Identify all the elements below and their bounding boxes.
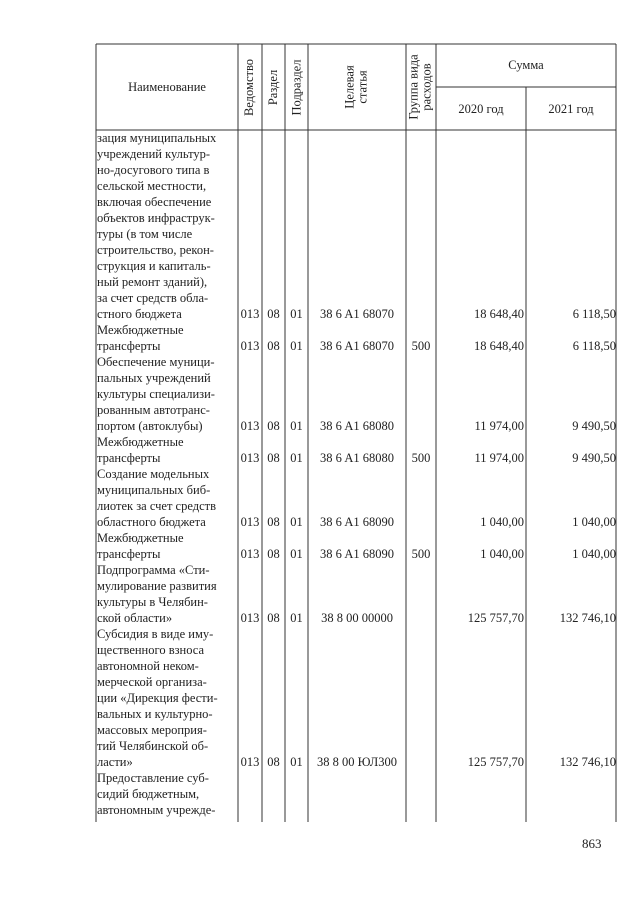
cell-name-line: включая обеспечение: [97, 195, 212, 209]
cell-target: 38 6 A1 68080: [320, 451, 394, 465]
cell-section: 08: [267, 307, 280, 321]
cell-dept: 013: [240, 307, 260, 321]
cell-sum-2021: 1 040,00: [572, 547, 616, 561]
cell-name-line: зация муниципальных: [97, 131, 217, 145]
cell-section: 08: [267, 611, 280, 625]
cell-dept: 013: [240, 547, 260, 561]
cell-name-line: муниципальных биб-: [97, 483, 211, 497]
cell-name-line: Субсидия в виде иму-: [97, 627, 214, 641]
cell-section: 08: [267, 339, 280, 353]
cell-name-line: сидий бюджетным,: [97, 787, 200, 801]
cell-dept: 013: [240, 451, 260, 465]
header-sum: Сумма: [508, 58, 544, 72]
cell-subsection: 01: [290, 419, 303, 433]
cell-name: [97, 354, 235, 434]
header-name: Наименование: [128, 80, 206, 94]
cell-section: 08: [267, 755, 280, 769]
cell-name: [97, 562, 235, 626]
cell-name-line: щественного взноса: [97, 643, 205, 657]
cell-name-line: культуры специализи-: [97, 387, 215, 401]
cell-name-line: тий Челябинской об-: [97, 739, 209, 753]
cell-group: 500: [411, 339, 431, 353]
cell-name-line: туры (в том числе: [97, 227, 193, 241]
cell-subsection: 01: [290, 451, 303, 465]
cell-sum-2020: 125 757,70: [467, 611, 524, 625]
header-2021: 2021 год: [548, 102, 594, 116]
cell-sum-2020: 11 974,00: [474, 419, 524, 433]
cell-name: [97, 770, 235, 818]
cell-subsection: 01: [290, 339, 303, 353]
cell-name-line: вальных и культурно-: [97, 707, 213, 721]
cell-name-line: стного бюджета: [97, 307, 182, 321]
cell-name-line: за счет средств обла-: [97, 291, 209, 305]
cell-sum-2021: 9 490,50: [572, 419, 616, 433]
header-section: Раздел: [266, 69, 281, 105]
cell-sum-2020: 18 648,40: [474, 339, 524, 353]
cell-target: 38 6 A1 68070: [320, 307, 394, 321]
cell-name-line: сельской местности,: [97, 179, 207, 193]
cell-group: 500: [411, 547, 431, 561]
cell-name-line: мулирование развития: [97, 579, 217, 593]
header-dept: Ведомство: [242, 58, 257, 116]
cell-name-line: мерческой организа-: [97, 675, 207, 689]
cell-name-line: трансферты: [97, 547, 161, 561]
cell-target: 38 6 A1 68090: [320, 515, 394, 529]
cell-name: [97, 626, 235, 770]
cell-name-line: Обеспечение муници-: [97, 355, 215, 369]
cell-name-line: струкция и капиталь-: [97, 259, 211, 273]
cell-name-line: культуры в Челябин-: [97, 595, 208, 609]
cell-dept: 013: [240, 755, 260, 769]
cell-name-line: областного бюджета: [97, 515, 206, 529]
cell-name-line: ласти»: [97, 755, 133, 769]
cell-name-line: Межбюджетные: [97, 323, 184, 337]
page-number: 863: [582, 836, 602, 851]
cell-name-line: пальных учреждений: [97, 371, 211, 385]
cell-name-line: ской области»: [97, 611, 173, 625]
cell-sum-2021: 6 118,50: [572, 307, 616, 321]
cell-name-line: портом (автоклубы): [97, 419, 203, 433]
cell-section: 08: [267, 547, 280, 561]
cell-name-line: Подпрограмма «Сти-: [97, 563, 210, 577]
cell-target: 38 6 A1 68070: [320, 339, 394, 353]
cell-dept: 013: [240, 515, 260, 529]
cell-target: 38 6 A1 68080: [320, 419, 394, 433]
cell-name-line: но-досугового типа в: [97, 163, 210, 177]
cell-sum-2021: 6 118,50: [572, 339, 616, 353]
cell-dept: 013: [240, 611, 260, 625]
header-2020: 2020 год: [458, 102, 504, 116]
cell-sum-2020: 1 040,00: [480, 547, 524, 561]
cell-name: [97, 130, 235, 322]
cell-group: 500: [411, 451, 431, 465]
cell-name: [97, 530, 235, 562]
cell-dept: 013: [240, 419, 260, 433]
cell-sum-2021: 132 746,10: [559, 755, 616, 769]
header-target: Целевая статья: [343, 65, 370, 109]
cell-name-line: автономной неком-: [97, 659, 199, 673]
cell-section: 08: [267, 451, 280, 465]
cell-name-line: Создание модельных: [97, 467, 210, 481]
cell-name-line: ный ремонт зданий),: [97, 275, 208, 289]
cell-section: 08: [267, 515, 280, 529]
cell-name-line: массовых мероприя-: [97, 723, 207, 737]
cell-name-line: строительство, рекон-: [97, 243, 214, 257]
cell-sum-2021: 132 746,10: [559, 611, 616, 625]
cell-name-line: трансферты: [97, 339, 161, 353]
cell-name-line: Межбюджетные: [97, 435, 184, 449]
cell-section: 08: [267, 419, 280, 433]
cell-sum-2020: 18 648,40: [474, 307, 524, 321]
cell-name-line: трансферты: [97, 451, 161, 465]
cell-name-line: объектов инфраструк-: [97, 211, 215, 225]
cell-name-line: учреждений культур-: [97, 147, 211, 161]
cell-name-line: рованным автотранс-: [97, 403, 210, 417]
cell-subsection: 01: [290, 755, 303, 769]
cell-sum-2020: 1 040,00: [480, 515, 524, 529]
cell-name-line: автономным учрежде-: [97, 803, 216, 817]
cell-name-line: Межбюджетные: [97, 531, 184, 545]
header-subsection: Подраздел: [289, 59, 303, 115]
cell-name: [97, 434, 235, 466]
cell-name-line: ции «Дирекция фести-: [97, 691, 218, 705]
cell-name-line: Предоставление суб-: [97, 771, 209, 785]
header-group: Группа вида расходов: [407, 54, 435, 120]
cell-sum-2020: 11 974,00: [474, 451, 524, 465]
cell-sum-2020: 125 757,70: [467, 755, 524, 769]
cell-name: [97, 322, 235, 354]
cell-subsection: 01: [290, 515, 303, 529]
cell-name-line: лиотек за счет средств: [97, 499, 217, 513]
cell-target: 38 6 A1 68090: [320, 547, 394, 561]
cell-name: [97, 466, 235, 530]
cell-sum-2021: 9 490,50: [572, 451, 616, 465]
cell-subsection: 01: [290, 307, 303, 321]
cell-dept: 013: [240, 339, 260, 353]
cell-target: 38 8 00 ЮЛ300: [316, 755, 398, 769]
cell-subsection: 01: [290, 611, 303, 625]
cell-target: 38 8 00 00000: [321, 611, 393, 625]
cell-sum-2021: 1 040,00: [572, 515, 616, 529]
cell-subsection: 01: [290, 547, 303, 561]
